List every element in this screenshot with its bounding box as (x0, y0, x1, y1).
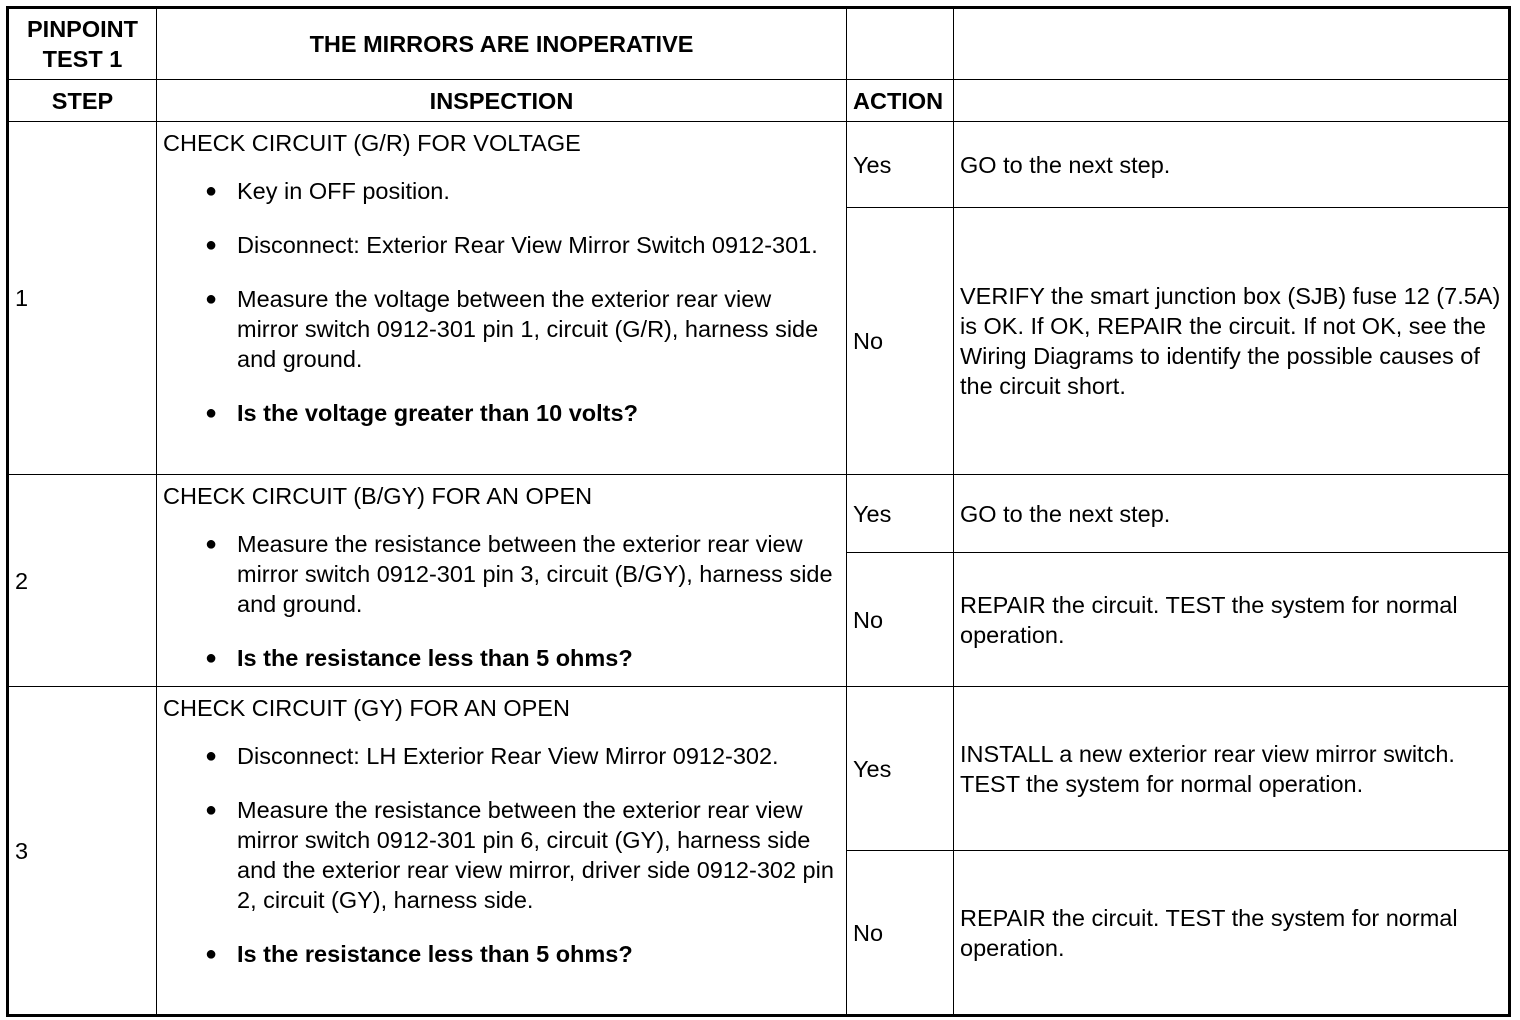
bullet-icon: ● (205, 647, 218, 669)
no-action: VERIFY the smart junction box (SJB) fuse 12 (7.5A) is OK. If OK, REPAIR the circuit. If not OK, see the Wiring Diagrams to identify the possible causes of the circuit short. (954, 208, 1510, 475)
step-title: CHECK CIRCUIT (G/R) FOR VOLTAGE (163, 130, 581, 156)
step-checklist (163, 529, 838, 673)
step-number: 1 (8, 122, 157, 475)
yes-action: GO to the next step. (954, 122, 1510, 208)
empty-header-cell (954, 8, 1510, 80)
bullet-icon: ● (205, 402, 218, 424)
pinpoint-test-label: PINPOINT TEST 1 (8, 8, 157, 80)
test-title: THE MIRRORS ARE INOPERATIVE (157, 8, 847, 80)
list-item: ● Measure the voltage between the exterior rear view mirror switch 0912-301 pin 1, circuit (G/R), harness side and ground. (205, 286, 819, 372)
column-header-row (8, 80, 1510, 122)
bullet-icon: ● (205, 943, 218, 965)
pinpoint-test-table (6, 6, 1511, 1017)
no-label: No (847, 553, 954, 687)
no-label: No (847, 851, 954, 1016)
col-step-header: STEP (8, 80, 157, 122)
step-question: ● Is the resistance less than 5 ohms? (205, 645, 633, 671)
bullet-icon: ● (205, 533, 218, 555)
step-checklist (163, 741, 838, 969)
step-question: ● Is the resistance less than 5 ohms? (205, 941, 633, 967)
col-inspection-header: INSPECTION (157, 80, 847, 122)
step-1-inspection (157, 122, 847, 475)
no-action: REPAIR the circuit. TEST the system for normal operation. (954, 553, 1510, 687)
yes-action: GO to the next step. (954, 475, 1510, 553)
no-action: REPAIR the circuit. TEST the system for normal operation. (954, 851, 1510, 1016)
empty-header-cell (847, 8, 954, 80)
bullet-icon: ● (205, 799, 218, 821)
step-title: CHECK CIRCUIT (GY) FOR AN OPEN (163, 695, 570, 721)
col-action-header: ACTION (847, 80, 954, 122)
step-number: 3 (8, 687, 157, 1016)
list-item: ● Disconnect: Exterior Rear View Mirror Switch 0912-301. (205, 232, 818, 258)
list-item: ● Disconnect: LH Exterior Rear View Mirror 0912-302. (205, 743, 779, 769)
step-checklist (163, 176, 838, 428)
empty-header-cell (954, 80, 1510, 122)
step-2-yes-row (8, 475, 1510, 553)
bullet-icon: ● (205, 288, 218, 310)
bullet-icon: ● (205, 745, 218, 767)
step-3-yes-row (8, 687, 1510, 851)
step-3-inspection (157, 687, 847, 1016)
title-row (8, 8, 1510, 80)
step-question: ● Is the voltage greater than 10 volts? (205, 400, 638, 426)
bullet-icon: ● (205, 180, 218, 202)
bullet-icon: ● (205, 234, 218, 256)
yes-action: INSTALL a new exterior rear view mirror switch. TEST the system for normal operation. (954, 687, 1510, 851)
list-item: ● Key in OFF position. (205, 178, 450, 204)
step-1-yes-row (8, 122, 1510, 208)
list-item: ● Measure the resistance between the exterior rear view mirror switch 0912-301 pin 6, circuit (GY), harness side and the exterior rear view mirror, driver side 0912-302 pin 2, circuit (GY), harness side. (205, 797, 834, 913)
step-number: 2 (8, 475, 157, 687)
step-2-inspection (157, 475, 847, 687)
yes-label: Yes (847, 122, 954, 208)
list-item: ● Measure the resistance between the exterior rear view mirror switch 0912-301 pin 3, circuit (B/GY), harness side and ground. (205, 531, 833, 617)
no-label: No (847, 208, 954, 475)
yes-label: Yes (847, 687, 954, 851)
yes-label: Yes (847, 475, 954, 553)
step-title: CHECK CIRCUIT (B/GY) FOR AN OPEN (163, 483, 593, 509)
